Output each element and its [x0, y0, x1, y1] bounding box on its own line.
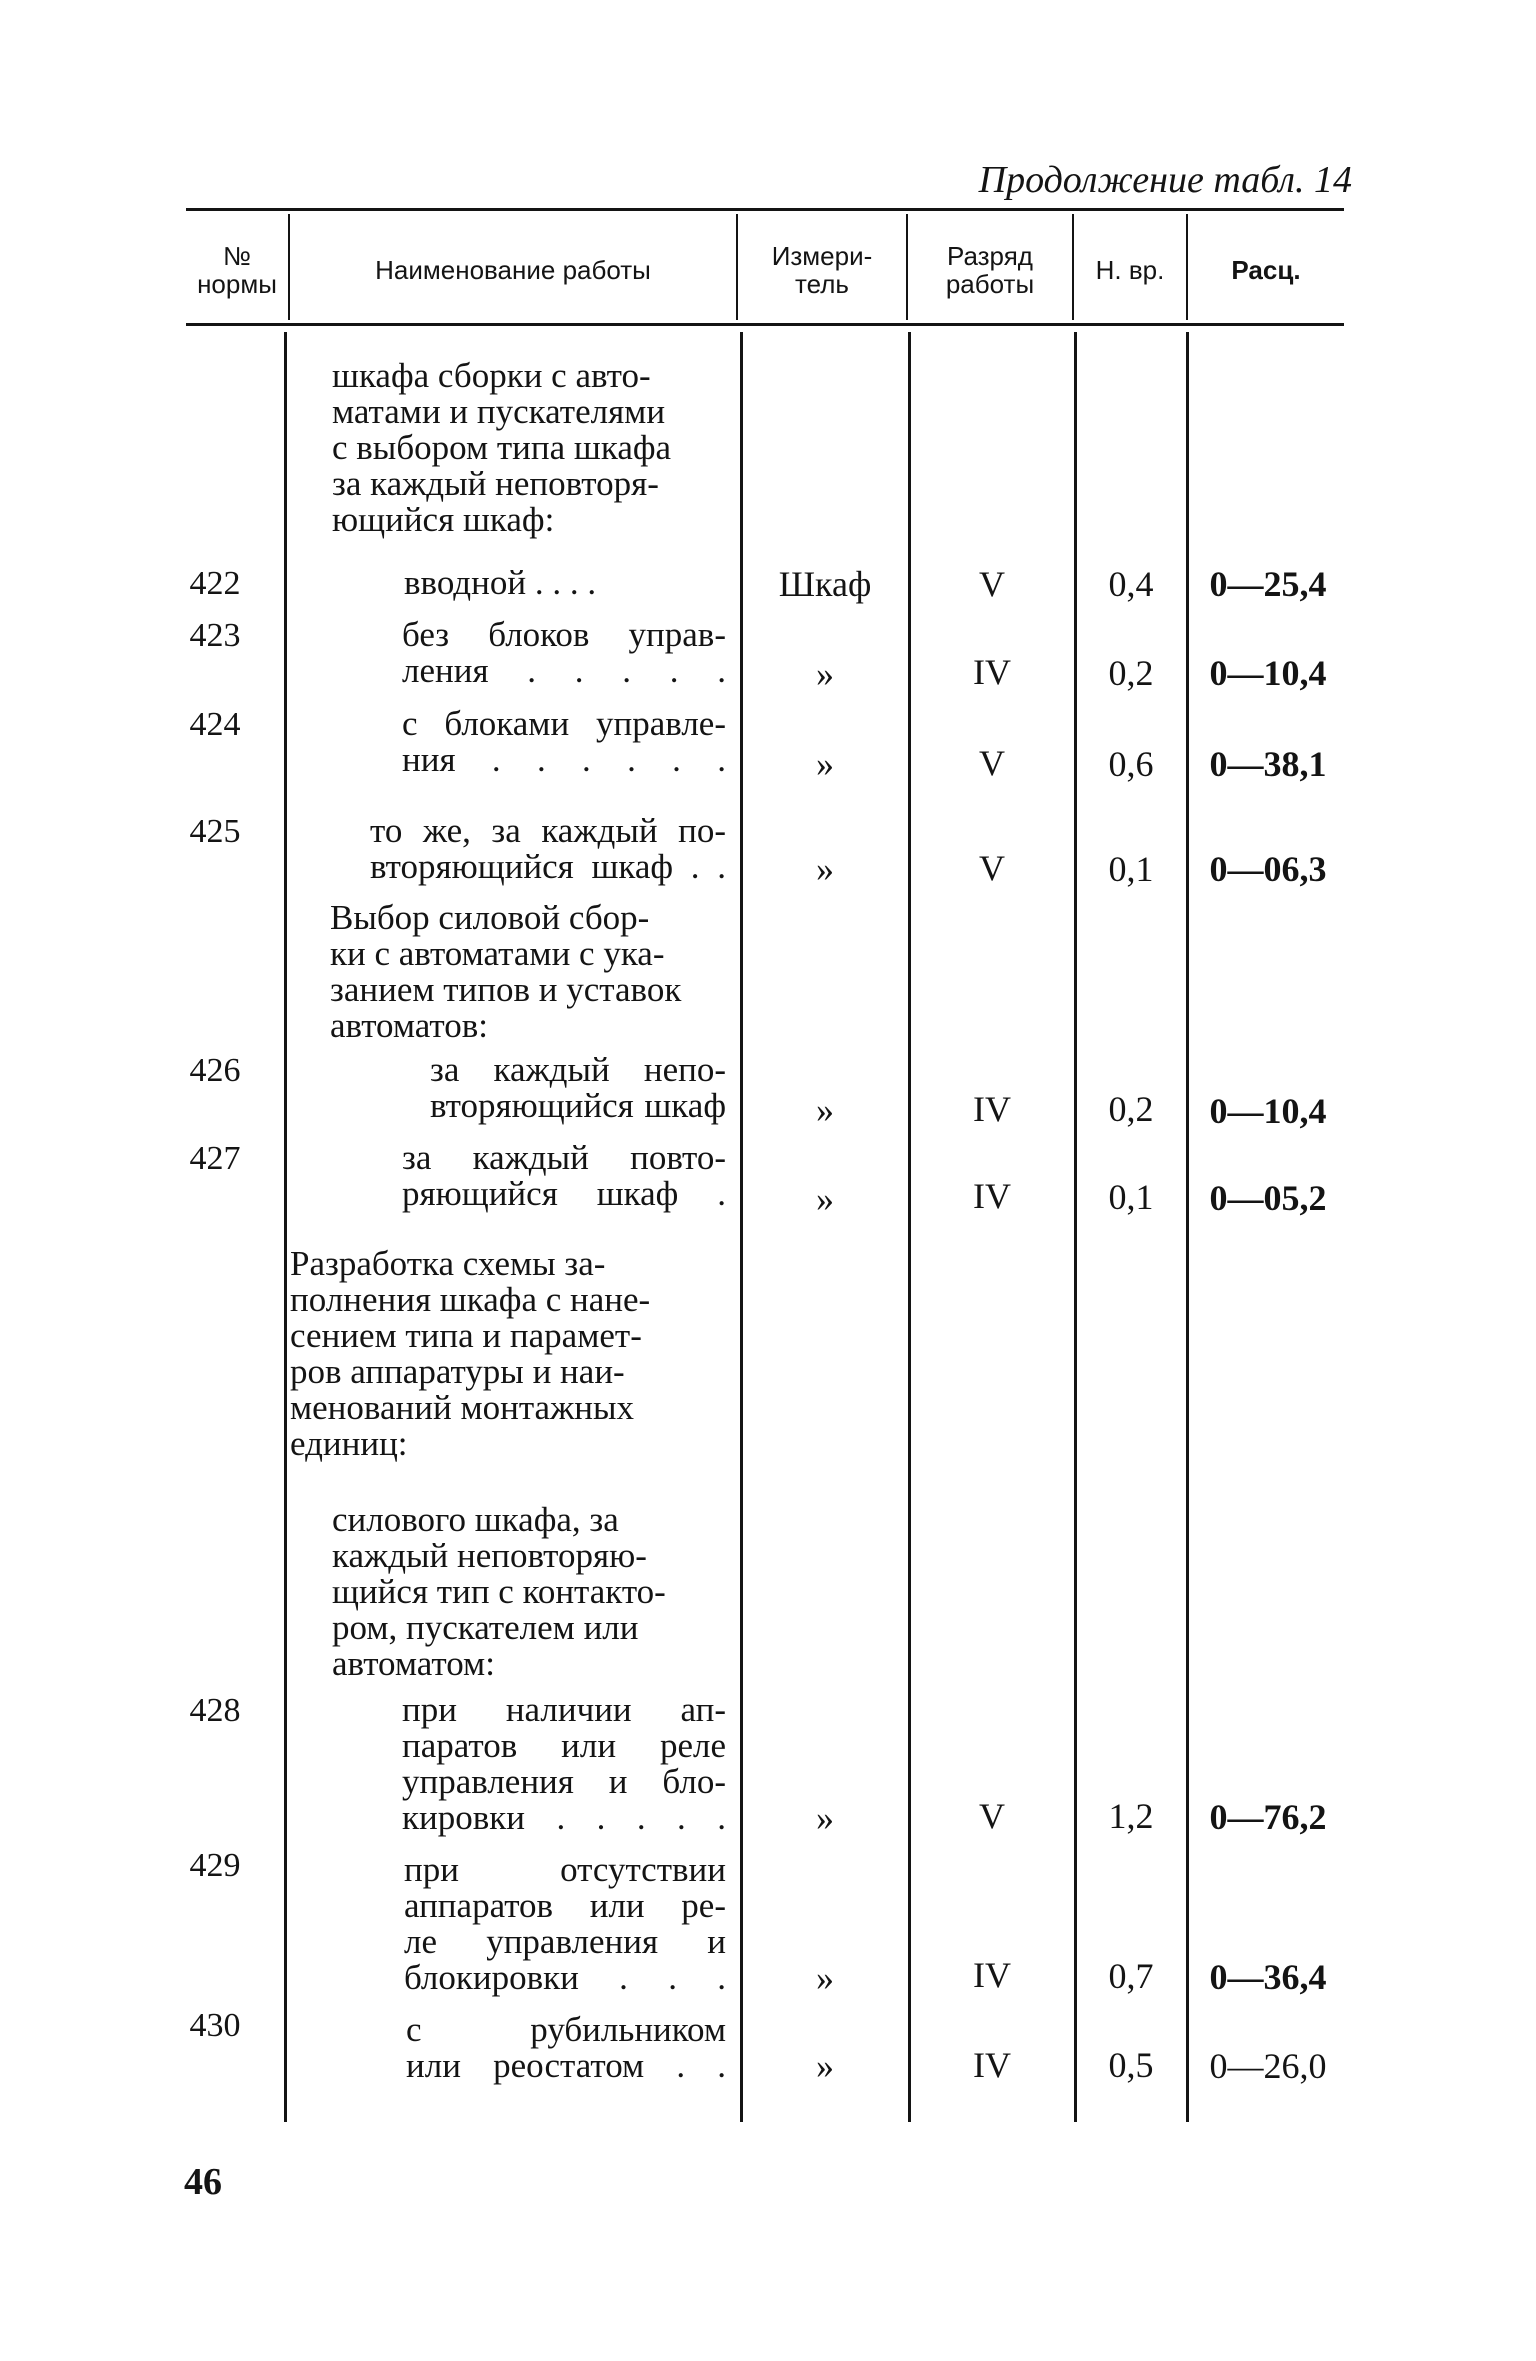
header-bottom-rule [186, 323, 1344, 326]
time-cell: 0,2 [1108, 1089, 1154, 1129]
norm-number: 429 [189, 1847, 241, 1884]
rate-cell: 0—05,2 [1209, 1178, 1327, 1218]
work-description: то же, за каждый по- вторяющийся шкаф . . [370, 811, 726, 886]
header-time: Н. вр. [1095, 254, 1165, 285]
time-cell: 0,1 [1108, 849, 1154, 889]
work-description: за каждый повто- ряющийся шкаф . [402, 1138, 726, 1213]
body-sep-5 [1186, 332, 1189, 2122]
page-number: 46 [184, 2161, 222, 2203]
rate-cell: 0—38,1 [1209, 744, 1327, 784]
grade-cell: V [979, 564, 1005, 604]
unit-cell: » [816, 1179, 834, 1219]
section-heading: шкафа сборки с авто- матами и пускателями с выбором типа шкафа за каждый неповторя- ющийся шкаф: [332, 356, 672, 539]
unit-cell: » [816, 744, 834, 784]
section-heading: Разработка схемы за- полнения шкафа с нане- сением типа и парамет- ров аппаратуры и наи- менований монтажных единиц: [290, 1244, 651, 1463]
header-no: № нормы [197, 240, 277, 299]
rate-cell: 0—06,3 [1209, 849, 1327, 889]
grade-cell: V [979, 848, 1005, 888]
grade-cell: V [979, 743, 1005, 783]
header-unit: Измери- тель [771, 240, 873, 299]
body-sep-1 [284, 332, 287, 2122]
grade-cell: IV [973, 1955, 1011, 1995]
section-heading: силового шкафа, за каждый неповторяю- щийся тип с контакто- ром, пускателем или автоматом: [332, 1500, 666, 1683]
norm-number: 425 [189, 813, 241, 850]
header-rate: Расц. [1231, 254, 1301, 285]
header-grade: Разряд работы [945, 240, 1035, 299]
norm-number: 422 [189, 565, 241, 602]
table-caption: Продолжение табл. 14 [978, 159, 1352, 201]
time-cell: 0,6 [1108, 744, 1154, 784]
rate-cell: 0—10,4 [1209, 1091, 1327, 1131]
time-cell: 0,4 [1108, 564, 1154, 604]
grade-cell: V [979, 1796, 1005, 1836]
grade-cell: IV [973, 652, 1011, 692]
rate-cell: 0—10,4 [1209, 653, 1327, 693]
work-description: вводной . . . . [404, 563, 597, 602]
norm-number: 427 [189, 1140, 241, 1177]
table-top-rule [186, 208, 1344, 211]
time-cell: 0,2 [1108, 653, 1154, 693]
norm-number: 423 [189, 617, 241, 654]
grade-cell: IV [973, 1176, 1011, 1216]
header-name: Наименование работы [375, 254, 651, 285]
rate-cell: 0—26,0 [1209, 2046, 1327, 2086]
work-description: при отсутствии аппаратов или ре- ле управления и блокировки . . . [404, 1850, 726, 1997]
time-cell: 1,2 [1108, 1796, 1154, 1836]
unit-cell: » [816, 2046, 834, 2086]
unit-cell: » [816, 654, 834, 694]
time-cell: 0,7 [1108, 1956, 1154, 1996]
section-heading: Выбор силовой сбор- ки с автоматами с ука- занием типов и уставок автоматов: [330, 898, 682, 1045]
norm-number: 424 [189, 706, 241, 743]
work-description: при наличии ап- паратов или реле управления и бло- кировки . . . . . [402, 1690, 726, 1837]
unit-cell: » [816, 1798, 834, 1838]
norm-number: 430 [189, 2007, 241, 2044]
work-description: без блоков управ- ления . . . . . [402, 615, 726, 690]
rate-cell: 0—25,4 [1209, 564, 1327, 604]
unit-cell: » [816, 849, 834, 889]
norm-number: 428 [189, 1692, 241, 1729]
time-cell: 0,5 [1108, 2045, 1154, 2085]
work-description: за каждый непо- вторяющийся шкаф [430, 1050, 726, 1125]
unit-cell: Шкаф [778, 564, 872, 604]
rate-cell: 0—36,4 [1209, 1957, 1327, 1997]
grade-cell: IV [973, 2045, 1011, 2085]
unit-cell: » [816, 1958, 834, 1998]
norm-number: 426 [189, 1052, 241, 1089]
rate-cell: 0—76,2 [1209, 1797, 1327, 1837]
work-description: с блоками управле- ния . . . . . . [402, 704, 726, 779]
grade-cell: IV [973, 1089, 1011, 1129]
unit-cell: » [816, 1090, 834, 1130]
work-description: с рубильником или реостатом . . [406, 2010, 726, 2085]
time-cell: 0,1 [1108, 1177, 1154, 1217]
